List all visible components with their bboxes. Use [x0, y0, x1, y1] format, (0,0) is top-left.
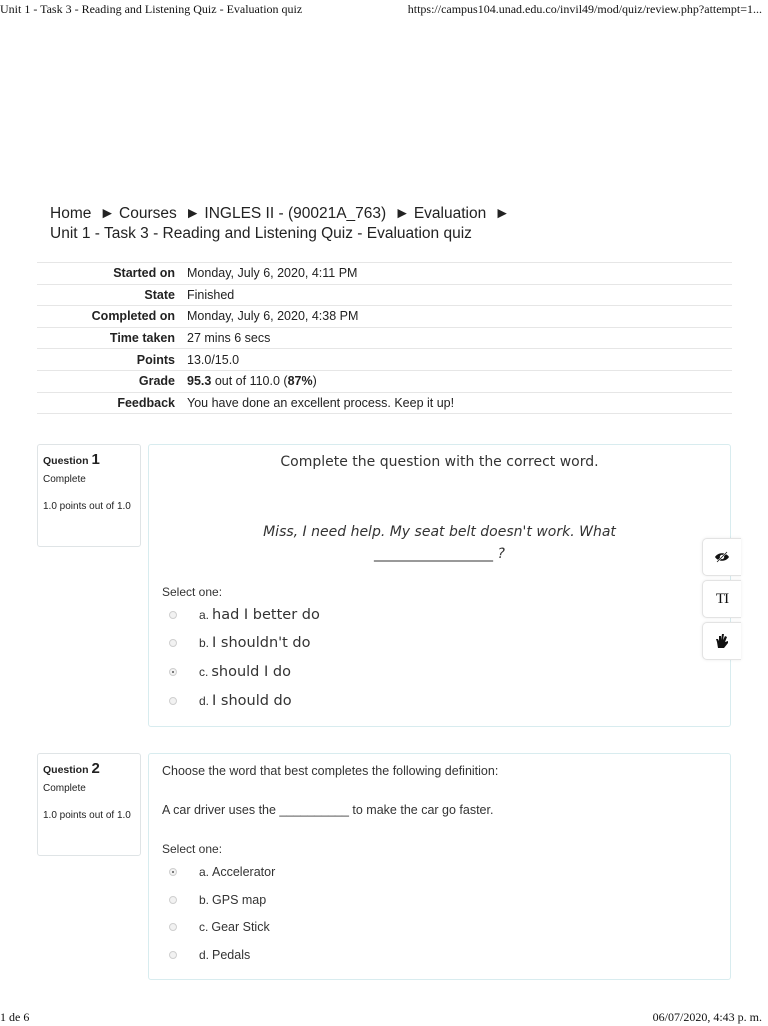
summary-label: Started on: [37, 263, 181, 285]
summary-row-started: [37, 263, 732, 285]
summary-row-state: [37, 284, 732, 306]
accessibility-toolbar: [702, 538, 742, 664]
summary-row-feedback: [37, 392, 732, 414]
summary-value: [181, 370, 732, 392]
q2-option-d[interactable]: [169, 948, 250, 962]
option-letter: d.: [199, 694, 210, 708]
option-letter: a.: [199, 608, 210, 622]
hide-visual-button[interactable]: [702, 538, 741, 576]
text-size-icon: TI: [715, 590, 729, 607]
q1-option-b[interactable]: [169, 635, 311, 651]
question-number: [43, 451, 135, 468]
breadcrumb-separator: ►: [185, 205, 201, 222]
option-text: Accelerator: [212, 865, 276, 879]
grade-score: 95.3: [187, 374, 212, 389]
print-footer: [0, 1008, 768, 1026]
print-header: [0, 0, 768, 18]
summary-label: Completed on: [37, 306, 181, 328]
summary-value: 27 mins 6 secs: [181, 327, 732, 349]
eye-slash-icon: [714, 551, 730, 563]
option-text: had I better do: [212, 607, 320, 623]
select-one-label: Select one:: [162, 585, 223, 599]
question-2-info: [37, 753, 141, 856]
radio-button[interactable]: [169, 611, 177, 619]
grade-out-of: out of 110.0 (: [211, 374, 288, 389]
option-text: Gear Stick: [211, 920, 270, 934]
q2-option-c[interactable]: [169, 920, 270, 934]
question-label: Question: [43, 764, 89, 776]
summary-value: Monday, July 6, 2020, 4:11 PM: [181, 263, 732, 285]
select-one-label: Select one:: [162, 842, 223, 856]
question-1-title: Complete the question with the correct word.: [280, 454, 599, 470]
option-letter: c.: [199, 665, 209, 679]
question-state: Complete: [43, 474, 86, 485]
summary-label: Grade: [37, 370, 181, 392]
question-1-info: [37, 444, 141, 547]
question-number: [43, 760, 135, 777]
radio-button[interactable]: [169, 923, 177, 931]
summary-row-points: [37, 349, 732, 371]
radio-button-selected[interactable]: [169, 868, 177, 876]
breadcrumb-current[interactable]: Unit 1 - Task 3 - Reading and Listening Quiz - Evaluation quiz: [50, 225, 472, 242]
option-text: I should do: [212, 693, 292, 709]
summary-value: 13.0/15.0: [181, 349, 732, 371]
summary-label: State: [37, 284, 181, 306]
option-letter: b.: [199, 636, 210, 650]
option-letter: d.: [199, 948, 210, 962]
option-text: GPS map: [212, 893, 267, 907]
q1-option-a[interactable]: [169, 607, 320, 623]
breadcrumb-courses[interactable]: Courses: [119, 205, 177, 222]
summary-row-grade: [37, 370, 732, 392]
hand-sign-icon: [715, 633, 729, 649]
sentence-line-1: Miss, I need help. My seat belt doesn't work. What: [263, 524, 616, 540]
summary-label: Feedback: [37, 392, 181, 414]
option-letter: c.: [199, 920, 209, 934]
print-footer-page: 1 de 6: [0, 1010, 30, 1024]
q2-option-a[interactable]: [169, 865, 275, 879]
print-header-title: Unit 1 - Task 3 - Reading and Listening Quiz - Evaluation quiz: [0, 2, 303, 16]
question-label: Question: [43, 455, 89, 467]
print-footer-datetime: 06/07/2020, 4:43 p. m.: [652, 1010, 762, 1024]
radio-button-selected[interactable]: [169, 668, 177, 676]
question-number-value: 2: [91, 760, 100, 777]
breadcrumb-separator: ►: [494, 205, 510, 222]
question-number-value: 1: [91, 451, 100, 468]
summary-value: You have done an excellent process. Keep it up!: [181, 392, 732, 414]
summary-label: Time taken: [37, 327, 181, 349]
summary-row-time: [37, 327, 732, 349]
question-state: Complete: [43, 783, 86, 794]
summary-row-completed: [37, 306, 732, 328]
radio-button[interactable]: [169, 896, 177, 904]
option-text: Pedals: [212, 948, 251, 962]
grade-close: ): [312, 374, 317, 389]
breadcrumb: [50, 204, 610, 244]
question-2-content: [148, 753, 731, 980]
breadcrumb-home[interactable]: Home: [50, 205, 92, 222]
radio-button[interactable]: [169, 951, 177, 959]
question-grade: 1.0 points out of 1.0: [43, 501, 131, 512]
sentence-line-2: _________________ ?: [374, 546, 505, 562]
q1-option-d[interactable]: [169, 693, 292, 709]
option-letter: b.: [199, 893, 210, 907]
grade-percent: 87%: [287, 374, 313, 389]
q2-option-b[interactable]: [169, 893, 266, 907]
breadcrumb-course[interactable]: INGLES II - (90021A_763): [204, 205, 387, 222]
summary-value: Finished: [181, 284, 732, 306]
question-2-sentence: A car driver uses the __________ to make the car go faster.: [162, 803, 494, 817]
breadcrumb-separator: ►: [99, 205, 116, 222]
question-2-prompt: Choose the word that best completes the following definition:: [162, 764, 499, 778]
print-header-url: https://campus104.unad.edu.co/invil49/mod/quiz/review.php?attempt=1...: [407, 2, 762, 16]
breadcrumb-evaluation[interactable]: Evaluation: [413, 205, 487, 222]
sign-language-button[interactable]: [702, 622, 741, 660]
question-grade: 1.0 points out of 1.0: [43, 810, 131, 821]
question-1-sentence: [209, 521, 670, 565]
radio-button[interactable]: [169, 697, 177, 705]
option-text: should I do: [211, 664, 291, 680]
question-1-content: [148, 444, 731, 727]
breadcrumb-separator: ►: [394, 205, 410, 222]
summary-value: Monday, July 6, 2020, 4:38 PM: [181, 306, 732, 328]
text-size-button[interactable]: [702, 580, 741, 618]
radio-button[interactable]: [169, 639, 177, 647]
attempt-summary-table: [37, 262, 732, 414]
option-text: I shouldn't do: [212, 635, 311, 651]
q1-option-c[interactable]: [169, 664, 291, 680]
option-letter: a.: [199, 865, 210, 879]
summary-label: Points: [37, 349, 181, 371]
